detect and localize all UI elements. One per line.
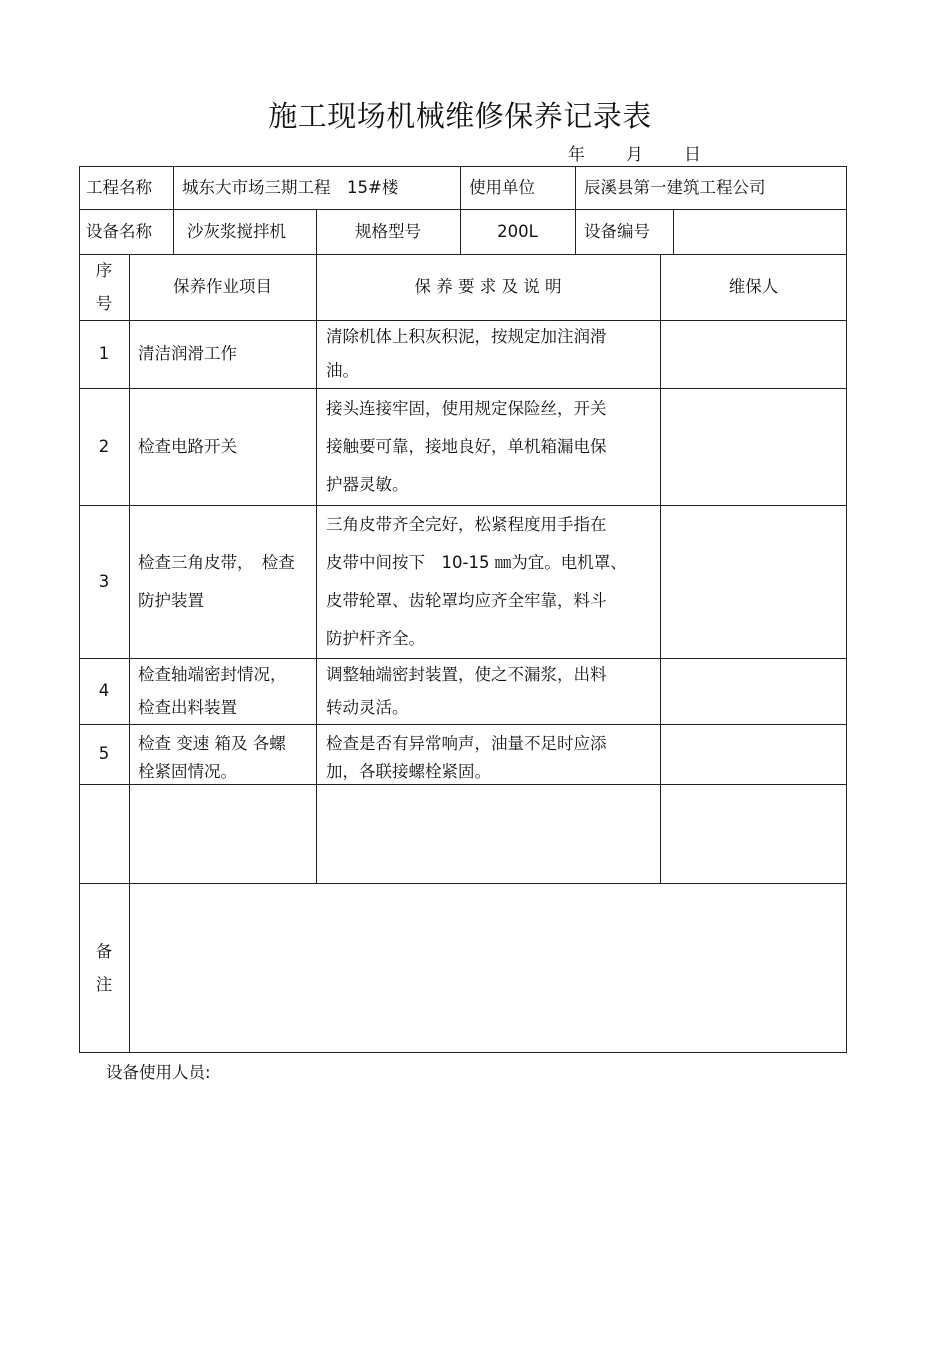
- row-5-requirement: 检查是否有异常响声，油量不足时应添 加，各联接螺栓紧固。: [326, 734, 607, 781]
- row-4-requirement: 调整轴端密封装置，使之不漏浆，出料 转动灵活。: [326, 665, 607, 717]
- header-requirement: 保 养 要 求 及 说 明: [414, 277, 562, 297]
- row-2-no: 2: [98, 436, 110, 456]
- header-item: 保养作业项目: [173, 277, 272, 297]
- remarks-value: [139, 883, 839, 1053]
- row-1-maintainer: [660, 320, 847, 388]
- unit-value: 辰溪县第一建筑工程公司: [584, 177, 766, 197]
- equipment-name-label: 设备名称: [86, 221, 152, 241]
- date-line: [568, 140, 701, 165]
- row-1-no: 1: [98, 344, 110, 364]
- row-4-no: 4: [98, 681, 110, 701]
- page-title: 施工现场机械维修保养记录表: [268, 99, 652, 133]
- row-6-empty: [79, 784, 847, 883]
- row-4-item: 检查轴端密封情况， 检查出料装置: [138, 665, 287, 717]
- row-5-maintainer: [660, 724, 847, 784]
- equipment-name-value: 沙灰浆搅拌机: [187, 221, 286, 241]
- date-month: 月: [626, 145, 643, 165]
- row-2-item: 检查电路开关: [138, 436, 237, 456]
- header-maintainer: 维保人: [728, 277, 779, 297]
- project-name-value: 城东大市场三期工程 15#楼: [182, 177, 399, 197]
- equipment-no-label: 设备编号: [584, 221, 650, 241]
- row-1-item: 清洁润滑工作: [138, 344, 237, 364]
- row-2-requirement: 接头连接牢固，使用规定保险丝，开关 接触要可靠，接地良好，单机箱漏电保 护器灵敏。: [326, 398, 607, 494]
- spec-label: 规格型号: [355, 221, 421, 241]
- row-3-no: 3: [98, 571, 110, 591]
- row-3-maintainer: [660, 505, 847, 658]
- row-1-requirement: 清除机体上积灰积泥，按规定加注润滑 油。: [326, 327, 607, 380]
- row-3-item: 检查三角皮带， 检查 防护装置: [138, 552, 295, 610]
- unit-label: 使用单位: [469, 177, 535, 197]
- row-4-maintainer: [660, 658, 847, 724]
- project-name-label: 工程名称: [86, 177, 152, 197]
- spec-value: 200L: [497, 221, 538, 241]
- row-3-requirement: 三角皮带齐全完好，松紧程度用手指在 皮带中间按下 10-15 ㎜为宜。电机罩、 皮带轮罩、齿轮罩均应齐全牢靠，料斗 防护杆齐全。: [326, 514, 627, 648]
- header-seq: 序 号: [95, 261, 113, 313]
- equipment-user-label: 设备使用人员:: [106, 1063, 211, 1082]
- row-5-item: 检查 变速 箱及 各螺 栓紧固情况。: [138, 734, 286, 781]
- remarks-label: 备 注: [95, 942, 113, 994]
- row-5-no: 5: [98, 744, 110, 764]
- date-year: 年: [568, 145, 585, 165]
- row-2-maintainer: [660, 388, 847, 505]
- equipment-no-value: [680, 209, 840, 254]
- date-day: 日: [684, 145, 701, 165]
